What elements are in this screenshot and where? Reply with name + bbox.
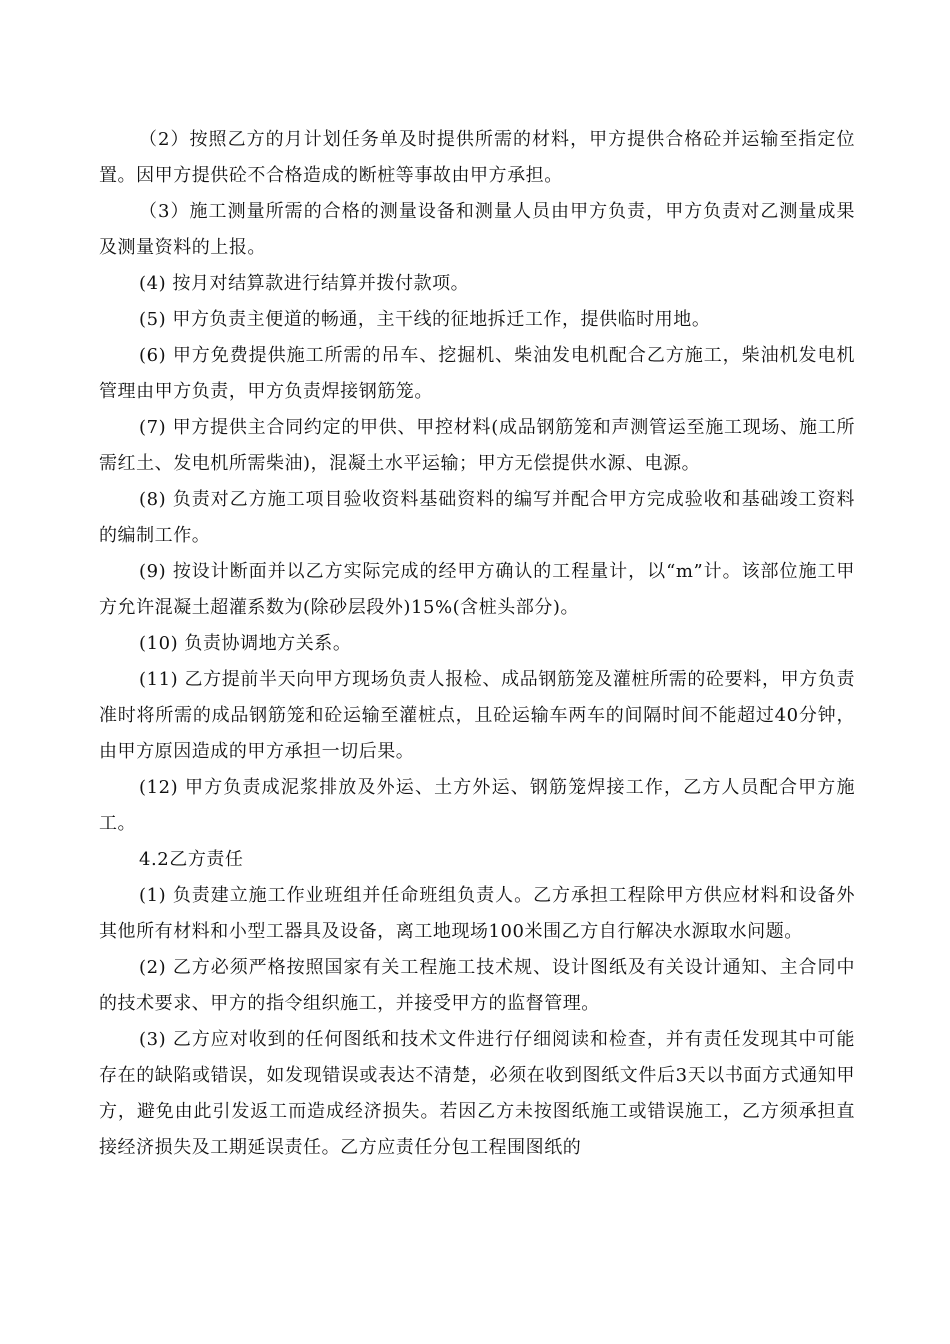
paragraph-12: (12) 甲方负责成泥浆排放及外运、土方外运、钢筋笼焊接工作，乙方人员配合甲方施工。 [99, 777, 855, 834]
paragraph-4: (4) 按月对结算款进行结算并拨付款项。 [139, 273, 470, 294]
section-paragraph-3: (3) 乙方应对收到的任何图纸和技术文件进行仔细阅读和检查，并有责任发现其中可能存在的缺陷或错误，如发现错误或表达不清楚，必须在收到图纸文件后3天以书面方式通知甲方，避免由此引发返工而造成经济损失。若因乙方未按图纸施工或错误施工，乙方须承担直接经济损失及工期延误责任。乙方应责任分包工程围图纸的 [99, 1029, 855, 1158]
paragraph-9: (9) 按设计断面并以乙方实际完成的经甲方确认的工程量计，以“m”计。该部位施工甲方允许混凝土超灌系数为(除砂层段外)15%(含桩头部分)。 [99, 561, 855, 618]
paragraph-8: (8) 负责对乙方施工项目验收资料基础资料的编写并配合甲方完成验收和基础竣工资料的编制工作。 [99, 489, 855, 546]
document-body [99, 122, 855, 1166]
section-paragraph-1: (1) 负责建立施工作业班组并任命班组负责人。乙方承担工程除甲方供应材料和设备外其他所有材料和小型工器具及设备，离工地现场100米围乙方自行解决水源取水问题。 [99, 885, 855, 942]
paragraph-11: (11) 乙方提前半天向甲方现场负责人报检、成品钢筋笼及灌桩所需的砼要料，甲方负责准时将所需的成品钢筋笼和砼运输至灌桩点，且砼运输车两车的间隔时间不能超过40分钟，由甲方原因造成的甲方承担一切后果。 [99, 669, 855, 762]
paragraph-6: (6) 甲方免费提供施工所需的吊车、挖掘机、柴油发电机配合乙方施工，柴油机发电机管理由甲方负责，甲方负责焊接钢筋笼。 [99, 345, 855, 402]
paragraph-5: (5) 甲方负责主便道的畅通，主干线的征地拆迁工作，提供临时用地。 [139, 309, 711, 330]
section-heading: 4.2乙方责任 [139, 849, 244, 870]
paragraph-10: (10) 负责协调地方关系。 [139, 633, 352, 654]
paragraph-2: （2）按照乙方的月计划任务单及时提供所需的材料，甲方提供合格砼并运输至指定位置。因甲方提供砼不合格造成的断桩等事故由甲方承担。 [99, 129, 855, 186]
paragraph-3: （3）施工测量所需的合格的测量设备和测量人员由甲方负责，甲方负责对乙测量成果及测量资料的上报。 [99, 201, 855, 258]
section-paragraph-2: (2) 乙方必须严格按照国家有关工程施工技术规、设计图纸及有关设计通知、主合同中的技术要求、甲方的指令组织施工，并接受甲方的监督管理。 [99, 957, 855, 1014]
paragraph-7: (7) 甲方提供主合同约定的甲供、甲控材料(成品钢筋笼和声测管运至施工现场、施工所需红土、发电机所需柴油)，混凝土水平运输；甲方无偿提供水源、电源。 [99, 417, 855, 474]
